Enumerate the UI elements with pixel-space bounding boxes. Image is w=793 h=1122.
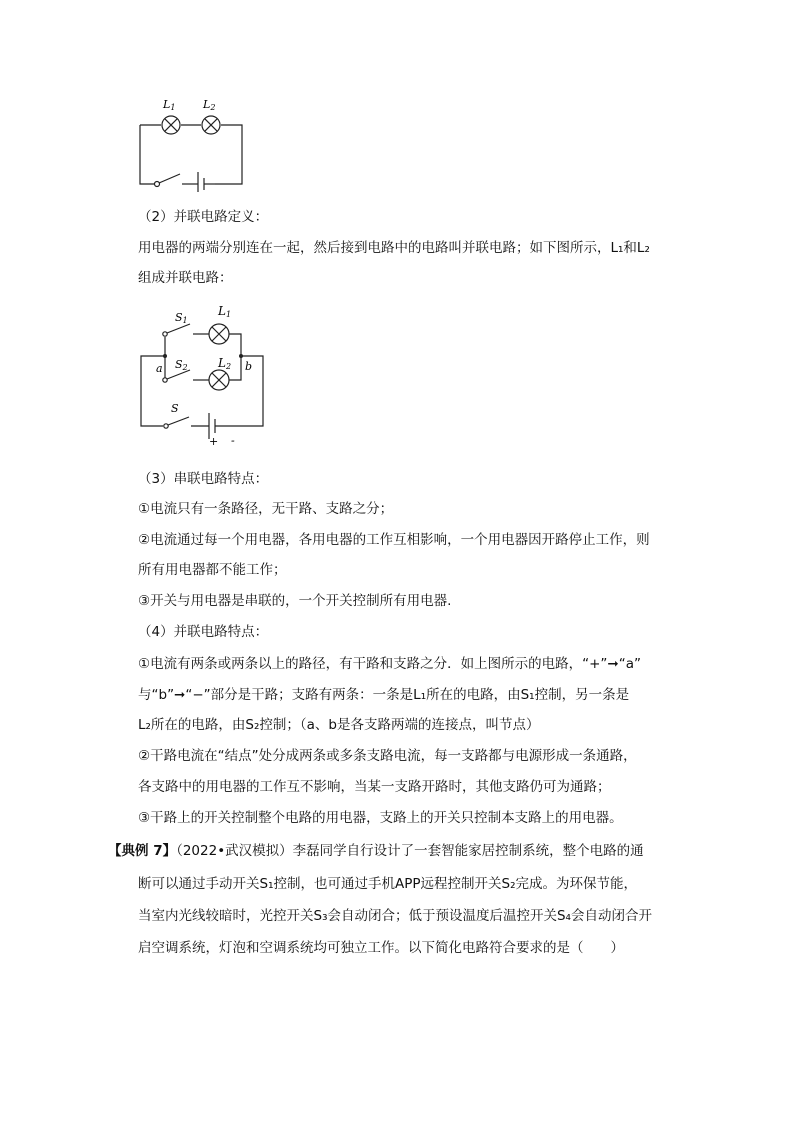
series-circuit-diagram xyxy=(130,92,250,196)
text-line: 用电器的两端分别连在一起，然后接到电路中的电路叫并联电路；如下图所示，L₁和L₂ xyxy=(138,240,650,256)
example-line-1: 【典例 7】（2022•武汉模拟）李磊同学自行设计了一套智能家居控制系统，整个电路的通 xyxy=(108,843,644,859)
text-line: 所有用电器都不能工作； xyxy=(138,562,287,578)
lamp-l2-label: L2 xyxy=(218,356,232,371)
lamp-l1-label: L1 xyxy=(163,98,176,112)
positive-terminal-label: + xyxy=(209,435,219,448)
text-line: 组成并联电路： xyxy=(138,270,233,286)
text-line: ①电流只有一条路径，无干路、支路之分； xyxy=(138,501,394,517)
node-b-label: b xyxy=(245,360,253,373)
lamp-l1-label: L1 xyxy=(218,304,232,319)
text-line: ①电流有两条或两条以上的路径，有干路和支路之分．如上图所示的电路，“+”➞“a” xyxy=(138,656,641,672)
text-line: 与“b”➞“−”部分是干路；支路有两条：一条是L₁所在的电路，由S₁控制，另一条是 xyxy=(138,687,630,703)
node-a-label: a xyxy=(156,362,163,375)
text-line: （3）串联电路特点： xyxy=(138,471,269,487)
example-line-2: 断可以通过手动开关S₁控制，也可通过手机APP远程控制开关S₂完成。为环保节能， xyxy=(138,876,637,892)
text-line: ③开关与用电器是串联的，一个开关控制所有用电器. xyxy=(138,593,452,609)
text-line: L₂所在的电路，由S₂控制；（a、b是各支路两端的连接点，叫节点） xyxy=(138,717,540,733)
negative-terminal-label: - xyxy=(231,434,235,447)
example-line-3: 当室内光线较暗时，光控开关S₃会自动闭合；低于预设温度后温控开关S₄会自动闭合开 xyxy=(138,908,652,924)
text-line: ③干路上的开关控制整个电路的用电器，支路上的开关只控制本支路上的用电器。 xyxy=(138,810,623,826)
lamp-l2-label: L2 xyxy=(203,98,216,112)
text-line: （4）并联电路特点： xyxy=(138,624,269,640)
switch-s2-label: S2 xyxy=(175,358,188,372)
switch-s1-label: S1 xyxy=(175,311,188,325)
switch-s-label: S xyxy=(171,402,179,415)
example-line-4: 启空调系统，灯泡和空调系统均可独立工作。以下简化电路符合要求的是（ ） xyxy=(138,940,624,956)
text-line: ②电流通过每一个用电器，各用电器的工作互相影响，一个用电器因开路停止工作，则 xyxy=(138,532,650,548)
example-label: 【典例 7】 xyxy=(108,843,177,859)
text-line: （2）并联电路定义： xyxy=(138,209,269,225)
text-line: 各支路中的用电器的工作互不影响，当某一支路开路时，其他支路仍可为通路； xyxy=(138,779,611,795)
text-line: ②干路电流在“结点”处分成两条或多条支路电流，每一支路都与电源形成一条通路， xyxy=(138,748,637,764)
parallel-circuit-diagram xyxy=(135,296,275,452)
